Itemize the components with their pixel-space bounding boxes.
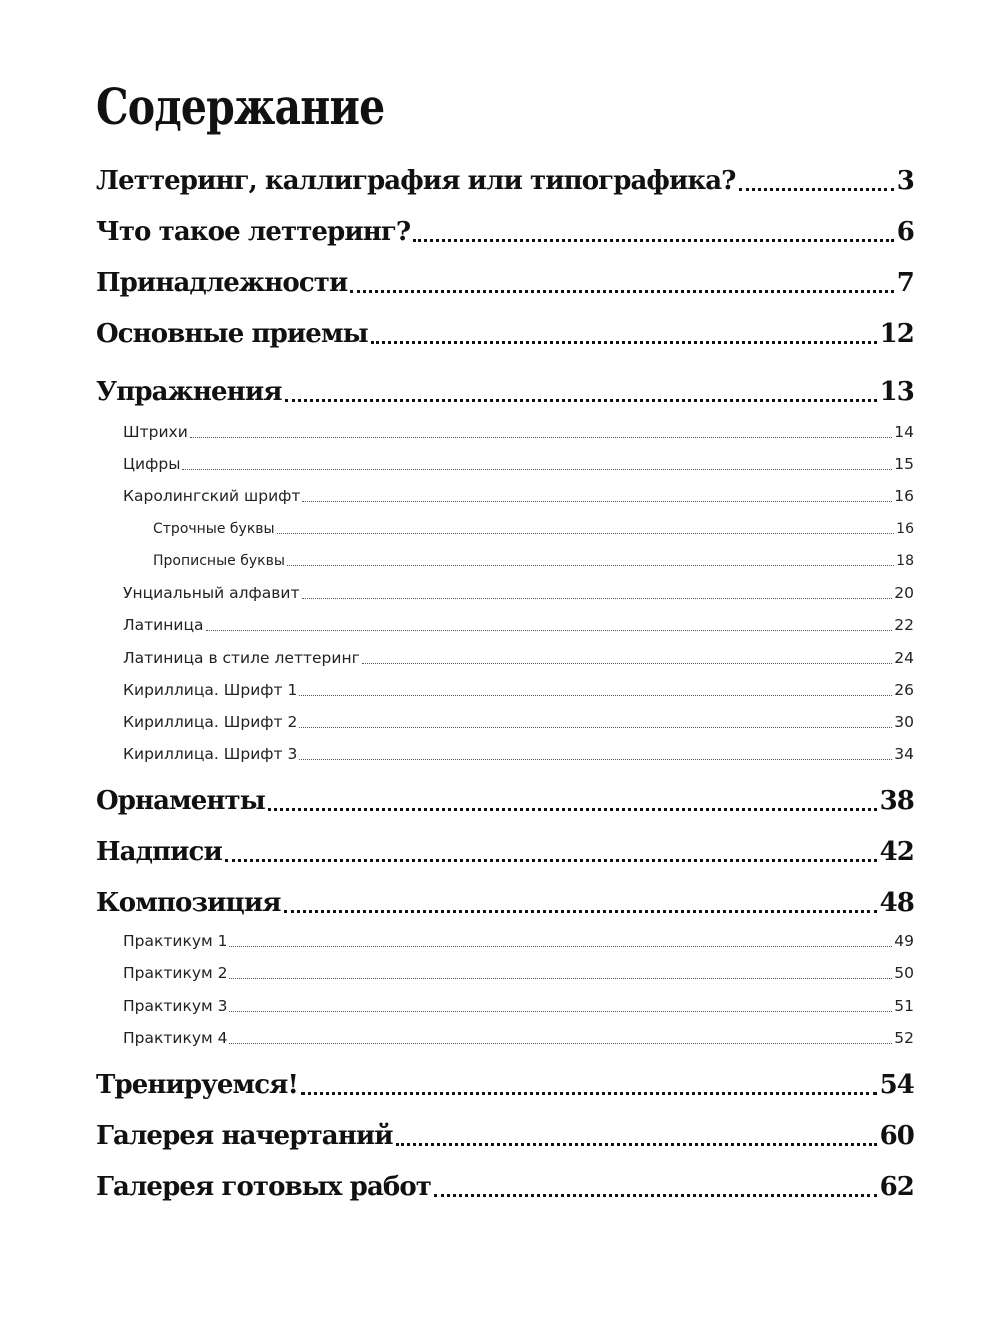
dot-leader [190,422,893,442]
toc-entry-page: 24 [894,649,914,667]
dot-leader [229,996,892,1016]
toc-entry-page: 18 [896,553,914,569]
dot-leader [302,583,893,603]
toc-entry-page: 34 [894,745,914,763]
toc-entry[interactable] [96,211,914,247]
toc-entry[interactable] [96,313,914,349]
toc-entry-label: Штрихи [123,423,188,441]
dot-leader [229,963,892,983]
toc-entry[interactable] [96,882,914,918]
toc-entry-label: Каролингский шрифт [123,487,301,505]
toc-entry-page: 51 [894,997,914,1015]
toc-entry-label: Практикум 4 [123,1029,228,1047]
toc-entry-label: Практикум 2 [123,964,228,982]
toc-subentry[interactable] [123,484,914,506]
toc-entry-label: Латиница в стиле леттеринг [123,649,360,667]
page-title: Содержание [96,77,385,136]
dot-leader [284,888,877,918]
toc-entry[interactable] [96,831,914,867]
dot-leader [285,377,877,407]
dot-leader [350,268,893,298]
toc-entry-label: Цифры [123,455,181,473]
toc-subentry[interactable] [123,646,914,668]
toc-entry-page: 50 [894,964,914,982]
toc-subentry[interactable] [123,678,914,700]
toc-entry-page: 54 [879,1070,914,1100]
toc-entry-page: 62 [879,1172,914,1202]
dot-leader [302,486,892,506]
toc-subentry[interactable] [123,994,914,1016]
toc-entry-page: 3 [896,166,914,196]
toc-subentry[interactable] [123,613,914,635]
dot-leader [413,217,894,247]
toc-entry-page: 22 [894,616,914,634]
dot-leader [299,680,892,700]
toc-entry-label: Упражнения [96,377,282,407]
toc-entry-label: Галерея готовых работ [96,1172,431,1202]
toc-entry-page: 12 [879,319,914,349]
dot-leader [229,931,892,951]
toc-entry-label: Леттеринг, каллиграфия или типографика? [96,166,736,196]
toc-subsubentry[interactable] [153,518,914,538]
toc-entry-label: Практикум 1 [123,932,228,950]
toc-entry-label: Орнаменты [96,786,265,816]
toc-entry-label: Латиница [123,616,204,634]
toc-entry-page: 15 [894,455,914,473]
toc-entry-label: Прописные буквы [153,553,285,569]
toc-entry-page: 52 [894,1029,914,1047]
toc-subentry[interactable] [123,929,914,951]
toc-entry-label: Принадлежности [96,268,348,298]
toc-entry-page: 16 [896,521,914,537]
toc-subentry[interactable] [123,710,914,732]
toc-entry-label: Кириллица. Шрифт 2 [123,713,298,731]
toc-entry-page: 13 [879,377,914,407]
toc-entry-label: Кириллица. Шрифт 1 [123,681,298,699]
toc-entry-label: Тренируемся! [96,1070,298,1100]
dot-leader [268,786,877,816]
toc-entry-label: Основные приемы [96,319,368,349]
toc-entry[interactable] [96,1166,914,1202]
dot-leader [299,744,892,764]
toc-entry[interactable] [96,160,914,196]
toc-entry-page: 30 [894,713,914,731]
toc-subentry[interactable] [123,420,914,442]
dot-leader [206,615,893,635]
toc-entry-label: Унциальный алфавит [123,584,300,602]
toc-entry-page: 7 [896,268,914,298]
toc-entry-page: 20 [894,584,914,602]
toc-entry-page: 14 [894,423,914,441]
toc-entry-page: 6 [896,217,914,247]
dot-leader [739,166,894,196]
toc-entry-label: Композиция [96,888,281,918]
dot-leader [396,1121,877,1151]
toc-entry[interactable] [96,1115,914,1151]
toc-subentry[interactable] [123,1026,914,1048]
toc-subentry[interactable] [123,742,914,764]
toc-entry[interactable] [96,371,914,407]
toc-entry-page: 38 [879,786,914,816]
toc-entry[interactable] [96,780,914,816]
dot-leader [277,520,895,538]
toc-subsubentry[interactable] [153,550,914,570]
toc-entry-page: 49 [894,932,914,950]
toc-entry-page: 16 [894,487,914,505]
dot-leader [299,712,892,732]
toc-entry-page: 48 [879,888,914,918]
toc-entry[interactable] [96,1064,914,1100]
toc-entry-page: 42 [879,837,914,867]
dot-leader [371,319,877,349]
dot-leader [301,1070,877,1100]
toc-entry-page: 60 [879,1121,914,1151]
dot-leader [362,648,893,668]
toc-entry[interactable] [96,262,914,298]
toc-subentry[interactable] [123,581,914,603]
toc-entry-label: Что такое леттеринг? [96,217,411,247]
dot-leader [229,1028,892,1048]
dot-leader [287,552,894,570]
dot-leader [434,1172,877,1202]
toc-subentry[interactable] [123,452,914,474]
toc-entry-label: Практикум 3 [123,997,228,1015]
toc-subentry[interactable] [123,961,914,983]
dot-leader [225,837,877,867]
toc-entry-page: 26 [894,681,914,699]
toc-entry-label: Галерея начертаний [96,1121,393,1151]
toc-entry-label: Кириллица. Шрифт 3 [123,745,298,763]
dot-leader [182,454,892,474]
toc-entry-label: Надписи [96,837,222,867]
toc-entry-label: Строчные буквы [153,521,275,537]
